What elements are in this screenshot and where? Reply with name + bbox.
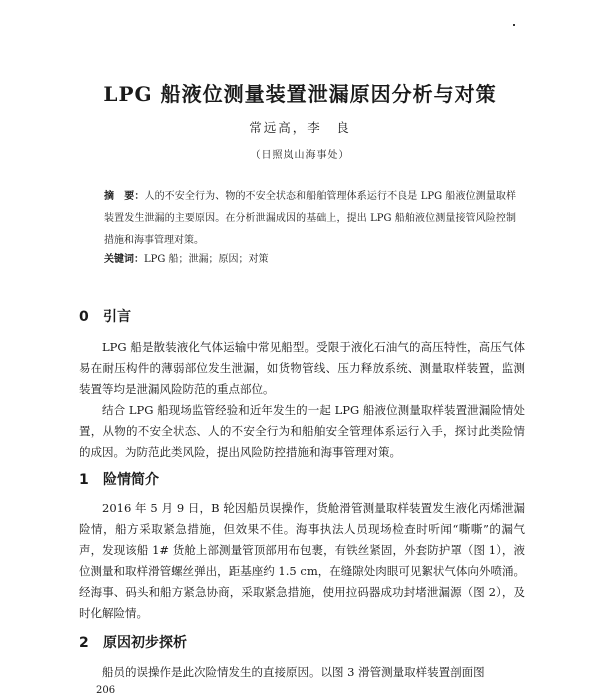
section-number: 2 (79, 635, 89, 651)
section-title: 引言 (103, 309, 131, 325)
section-title: 原因初步探析 (103, 635, 187, 651)
paragraph: 2016 年 5 月 9 日，B 轮因船员误操作，货舱滑管测量取样装置发生液化丙烯泄漏险情，船方采取紧急措施，但效果不佳。海事执法人员现场检查时听闻“嘶嘶”的漏气声，发现该船 1# 货舱上部测量管顶部用布包裹，有铁丝紧固，外套防护罩（图 1），液位测量和取样滑管螺丝弹出，距基座约 1.5 cm，在缝隙处肉眼可见絮状气体向外喷涌。经海事、码头和船方紧急协商，采取紧急措施，使用拉码器成功封堵泄漏源（图 2），及时化解险情。 (79, 501, 525, 620)
section-heading-introduction (79, 306, 131, 326)
section-heading-incident (79, 469, 159, 489)
section-number: 0 (79, 309, 89, 325)
section-title: 险情简介 (103, 472, 159, 488)
paper-title: LPG 船液位测量装置泄漏原因分析与对策 (103, 82, 497, 106)
keywords-text: LPG 船；泄漏；原因；对策 (144, 254, 269, 265)
abstract-text: 人的不安全行为、物的不安全状态和船舶管理体系运行不良是 LPG 船液位测量取样装置发生泄漏的主要原因。在分析泄漏成因的基础上，提出 LPG 船舶液位测量接管风险控制措施和海事管理对策。 (104, 191, 517, 246)
section-heading-cause (79, 632, 187, 652)
abstract-label: 摘 要： (104, 191, 145, 202)
paper-authors: 常远高，李 良 (249, 120, 351, 135)
abstract (104, 186, 516, 252)
paragraph: LPG 船是散装液化气体运输中常见船型。受限于液化石油气的高压特性，高压气体易在耐压构件的薄弱部位发生泄漏，如货物管线、压力释放系统、测量取样装置，监测装置等均是泄漏风险防范的重点部位。 (79, 340, 525, 396)
page-number: 206 (96, 685, 116, 696)
keywords-label: 关键词： (104, 254, 144, 265)
ink-dot (513, 24, 515, 26)
paper-affiliation: （日照岚山海事处） (250, 150, 350, 161)
paragraph: 结合 LPG 船现场监管经验和近年发生的一起 LPG 船液位测量取样装置泄漏险情处置，从物的不安全状态、人的不安全行为和船舶安全管理体系运行入手，探讨此类险情的成因。为防范此类风险，提出风险防控措施和海事管理对策。 (79, 403, 525, 459)
keywords (104, 252, 516, 268)
paragraph: 船员的误操作是此次险情发生的直接原因。以图 3 滑管测量取样装置剖面图 (102, 665, 485, 679)
section-number: 1 (79, 472, 89, 488)
